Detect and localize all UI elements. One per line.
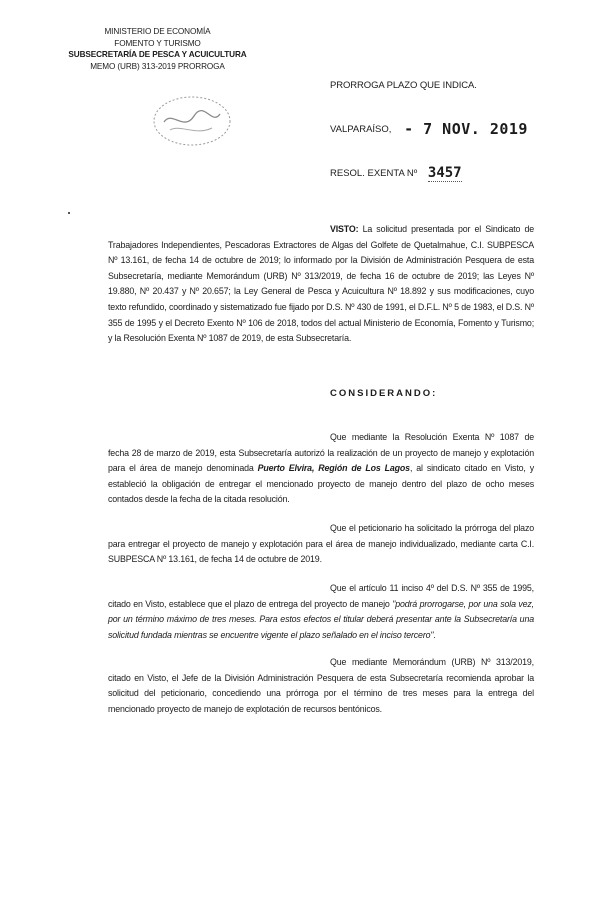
date-line: [330, 120, 528, 138]
city-label: VALPARAÍSO,: [330, 124, 392, 135]
official-stamp-icon: [150, 92, 234, 150]
considerando-heading: CONSIDERANDO:: [330, 388, 438, 399]
p3-text-b: .: [433, 629, 436, 640]
p3-text-a: Que el artículo 11 inciso 4º del D.S. Nº 355 de 1995, citado en Visto, establece que el plazo de entrega del proyecto de manejo: [108, 583, 534, 609]
margin-mark: [68, 212, 70, 214]
p1-place-name: Puerto Elvira, Región de Los Lagos: [257, 463, 410, 474]
resolution-line: [330, 165, 462, 181]
considerando-paragraph-4: Que mediante Memorándum (URB) Nº 313/2019, citado en Visto, el Jefe de la División Administración Pesquera de esta Subsecretaría recomienda aprobar la solicitud del peticionario, concediendo una prórroga por el término de tres meses para la entrega del mencionado proyecto de manejo de explotación de recursos bentónicos.: [108, 657, 534, 714]
considerando-paragraph-3: [108, 581, 534, 643]
issue-date: - 7 NOV. 2019: [404, 120, 528, 138]
visto-text: La solicitud presentada por el Sindicato de Trabajadores Independientes, Pescadoras Extractores de Algas del Golfete de Quetalmahue, C.I. SUBPESCA Nº 13.161, de fecha 14 de octubre de 2019; lo informado por la División de Administración Pesquera de esta Subsecretaría, mediante Memorándum (URB) Nº 313/2019, de fecha 16 de octubre de 2019; las Leyes Nº 19.880, Nº 20.437 y Nº 20.657; la Ley General de Pesca y Acuicultura Nº 18.892 y sus modificaciones, cuyo texto refundido, coordinado y sistematizado fue fijado por D.S. Nº 430 de 1991, el D.F.L. Nº 5 de 1983, el D.S. Nº 355 de 1995 y el Decreto Exento Nº 106 de 2018, todos del actual Ministerio de Economía, Fomento y Turismo; y la Resolución Exenta Nº 1087 de 2019, de esta Subsecretaría.: [108, 224, 534, 344]
visto-paragraph: [108, 222, 534, 347]
p3-quote: "podrá prorrogarse, por una sola vez, por un término máximo de tres meses. Para estos efectos el titular deberá presentar ante la Subsecretaría una solicitud fundada mientras se encuentre vigente el plazo señalado en el inciso tercero": [108, 598, 534, 640]
resolution-label: RESOL. EXENTA Nº: [330, 168, 418, 179]
letterhead-ministry: MINISTERIO DE ECONOMÍA: [104, 27, 211, 36]
p1-text-a: Que mediante la Resolución Exenta Nº 1087 de fecha 28 de marzo de 2019, esta Subsecretaría autorizó la realización de un proyecto de manejo y explotación para el área de manejo denominada: [108, 432, 534, 474]
letterhead-memo-ref: MEMO (URB) 313-2019 PRORROGA: [90, 61, 225, 71]
letterhead: [60, 26, 255, 72]
letterhead-ministry-2: FOMENTO Y TURISMO: [114, 38, 201, 48]
letterhead-subsecretaria: SUBSECRETARÍA DE PESCA Y ACUICULTURA: [68, 50, 247, 60]
considerando-paragraph-2: Que el peticionario ha solicitado la prórroga del plazo para entregar el proyecto de manejo y explotación para el área de manejo individualizado, mediante carta C.I. SUBPESCA Nº 13.161, de fecha 14 de octubre de 2019.: [108, 523, 534, 565]
resolution-number: 3457: [427, 165, 462, 181]
p1-text-b: , al sindicato citado en Visto, y estableció la obligación de entregar el mencionado proyecto de manejo dentro del plazo de ocho meses contados desde la fecha de la citada resolución.: [108, 463, 534, 505]
considerando-paragraph-1: [108, 430, 534, 508]
visto-label: VISTO:: [330, 224, 359, 234]
document-subject: PRORROGA PLAZO QUE INDICA.: [330, 80, 477, 91]
